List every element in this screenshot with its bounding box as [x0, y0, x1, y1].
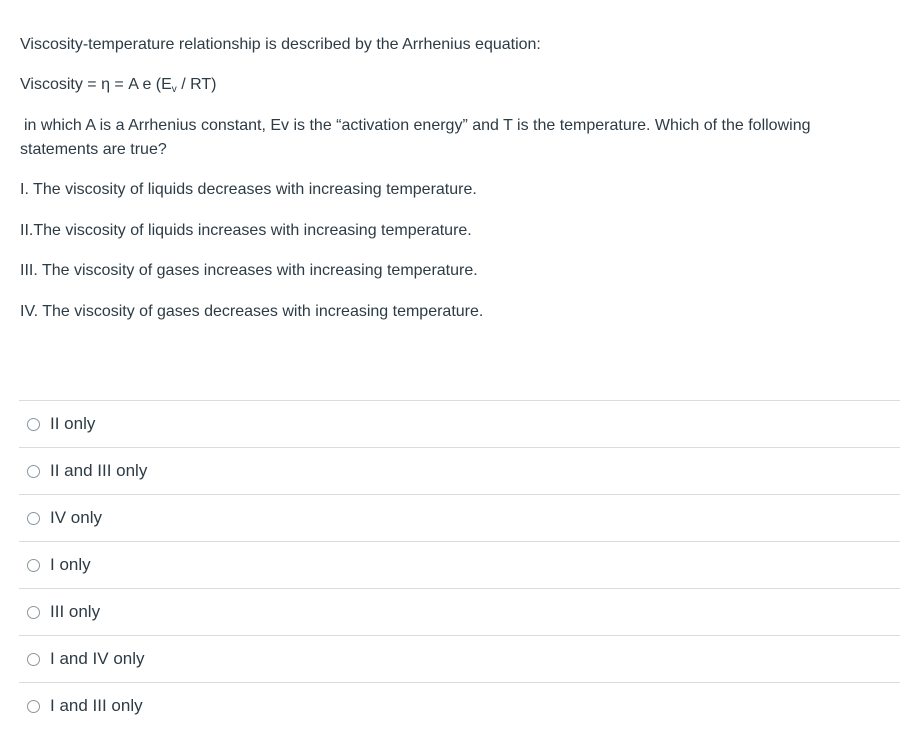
radio-button[interactable]: [27, 606, 40, 619]
arrhenius-equation: [20, 74, 216, 95]
question-body-line-1: in which A is a Arrhenius constant, Ev is the “activation energy” and T is the temperature. Which of the following: [24, 117, 811, 134]
answer-list: [19, 400, 900, 729]
answer-option-iii-only[interactable]: [19, 589, 900, 636]
question-intro: Viscosity-temperature relationship is described by the Arrhenius equation:: [20, 36, 541, 53]
question-body-line-2: statements are true?: [20, 141, 167, 158]
answer-label: I and IV only: [50, 649, 145, 668]
answer-label: I only: [50, 555, 91, 574]
radio-button[interactable]: [27, 653, 40, 666]
answer-label: II only: [50, 414, 96, 433]
equation-suffix: / RT): [176, 76, 217, 93]
answer-label: II and III only: [50, 461, 148, 480]
answer-option-i-and-iii-only[interactable]: [19, 683, 900, 729]
answer-label: III only: [50, 602, 101, 621]
statement-1: I. The viscosity of liquids decreases with increasing temperature.: [20, 181, 477, 198]
answer-option-iv-only[interactable]: [19, 495, 900, 542]
equation-subscript: v: [171, 84, 177, 95]
statement-4: IV. The viscosity of gases decreases with increasing temperature.: [20, 303, 484, 320]
equation-prefix: Viscosity = η = A e (E: [20, 76, 172, 93]
question-body: [20, 114, 880, 162]
radio-button[interactable]: [27, 512, 40, 525]
radio-button[interactable]: [27, 418, 40, 431]
answer-label: IV only: [50, 508, 102, 527]
answer-option-ii-only[interactable]: [19, 401, 900, 448]
statement-2: II.The viscosity of liquids increases with increasing temperature.: [20, 222, 472, 239]
answer-label: I and III only: [50, 696, 143, 715]
answer-option-i-and-iv-only[interactable]: [19, 636, 900, 683]
answer-option-i-only[interactable]: [19, 542, 900, 589]
radio-button[interactable]: [27, 465, 40, 478]
answer-option-ii-and-iii-only[interactable]: [19, 448, 900, 495]
radio-button[interactable]: [27, 559, 40, 572]
radio-button[interactable]: [27, 700, 40, 713]
statement-3: III. The viscosity of gases increases with increasing temperature.: [20, 262, 478, 279]
